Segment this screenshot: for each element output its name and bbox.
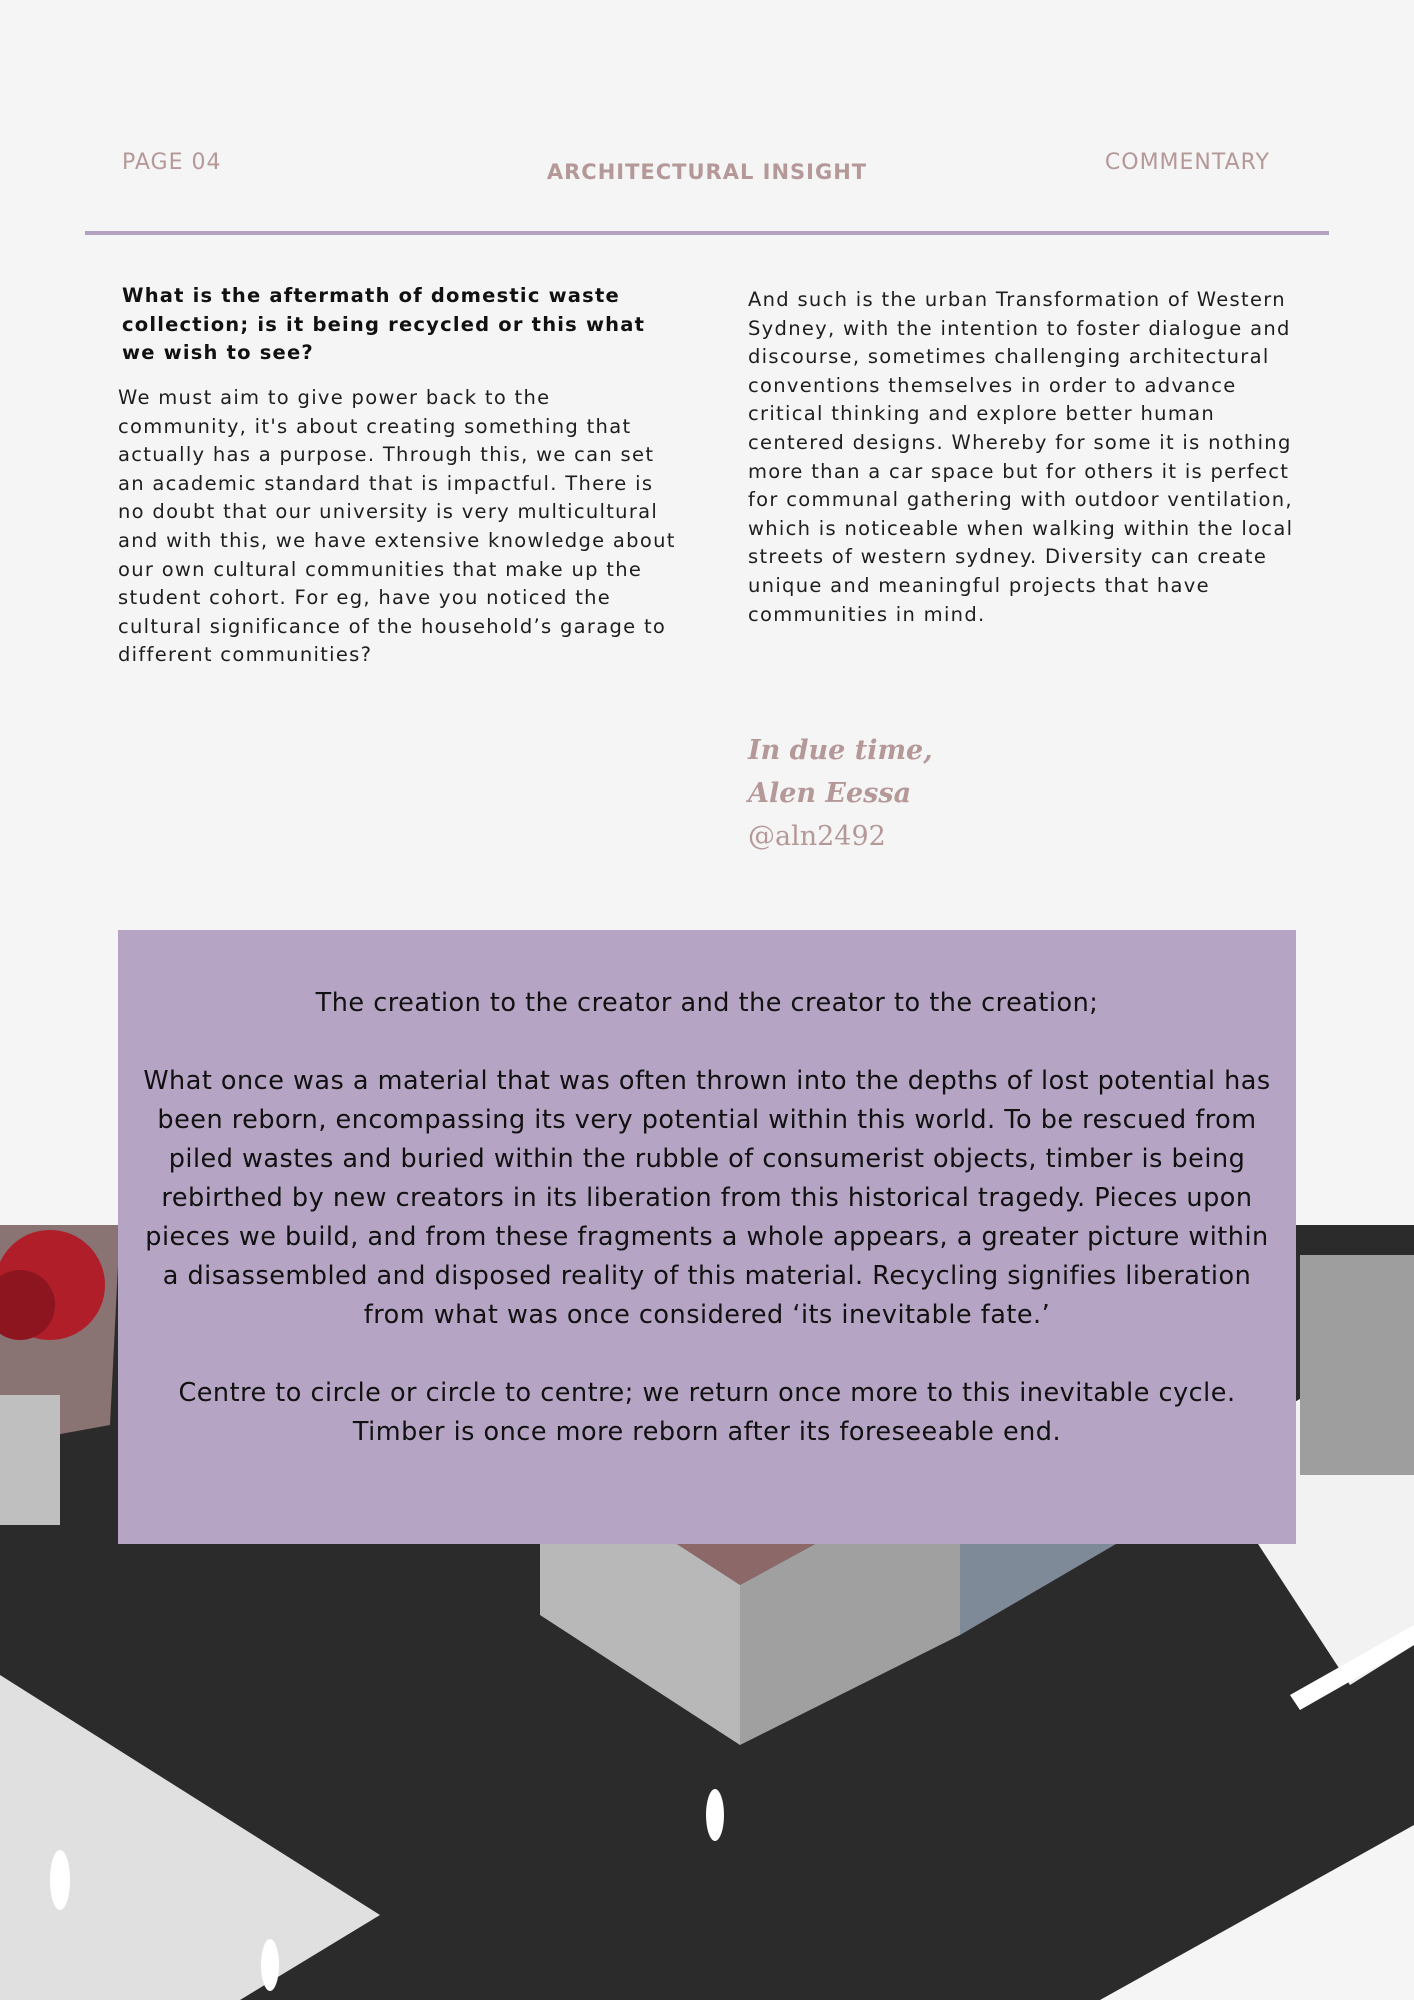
quote-heading: The creation to the creator and the creator to the creation; (315, 988, 1099, 1018)
section-title: ARCHITECTURAL INSIGHT (546, 160, 868, 184)
signature-handle: @aln2492 (748, 821, 886, 852)
header-divider (85, 231, 1329, 235)
quote-closing: Centre to circle or circle to centre; we return once more to this inevitable cycle. Timber is once more reborn after its foreseeable end. (178, 1378, 1236, 1447)
signature-closing: In due time, (748, 735, 933, 766)
left-column-text: We must aim to give power back to the community, it's about creating something that actually has a purpose. Through this, we can set an academic standard that is impactful. There is no doubt that our university is very multicultural and with this, we have extensive knowledge about our own cultural communities that make up the student cohort. For eg, have you noticed the cultural significance of the household’s garage to different communities? (118, 386, 676, 667)
page-number: PAGE 04 (122, 150, 222, 175)
signature-author: Alen Eessa (748, 778, 912, 809)
category-label: COMMENTARY (1104, 150, 1270, 175)
lead-question: What is the aftermath of domestic waste collection; is it being recycled or this what we wish to see? (122, 284, 646, 364)
pull-quote-box (118, 930, 1296, 1544)
right-column-text: And such is the urban Transformation of Western Sydney, with the intention to foster dialogue and discourse, sometimes challenging architectural conventions themselves in order to advance critical thinking and explore better human centered designs. Whereby for some it is nothing more than a car space but for others it is perfect for communal gathering with outdoor ventilation, which is noticeable when walking within the local streets of western sydney. Diversity can create unique and meaningful projects that have communities in mind. (748, 288, 1294, 626)
quote-paragraph: What once was a material that was often thrown into the depths of lost potential has been reborn, encompassing its very potential within this world. To be rescued from piled wastes and buried within the rubble of consumerist objects, timber is being rebirthed by new creators in its liberation from this historical tragedy. Pieces upon pieces we build, and from these fragments a whole appears, a greater picture within a disassembled and disposed reality of this material. Recycling signifies liberation from what was once considered ‘its inevitable fate.’ (143, 1066, 1271, 1330)
